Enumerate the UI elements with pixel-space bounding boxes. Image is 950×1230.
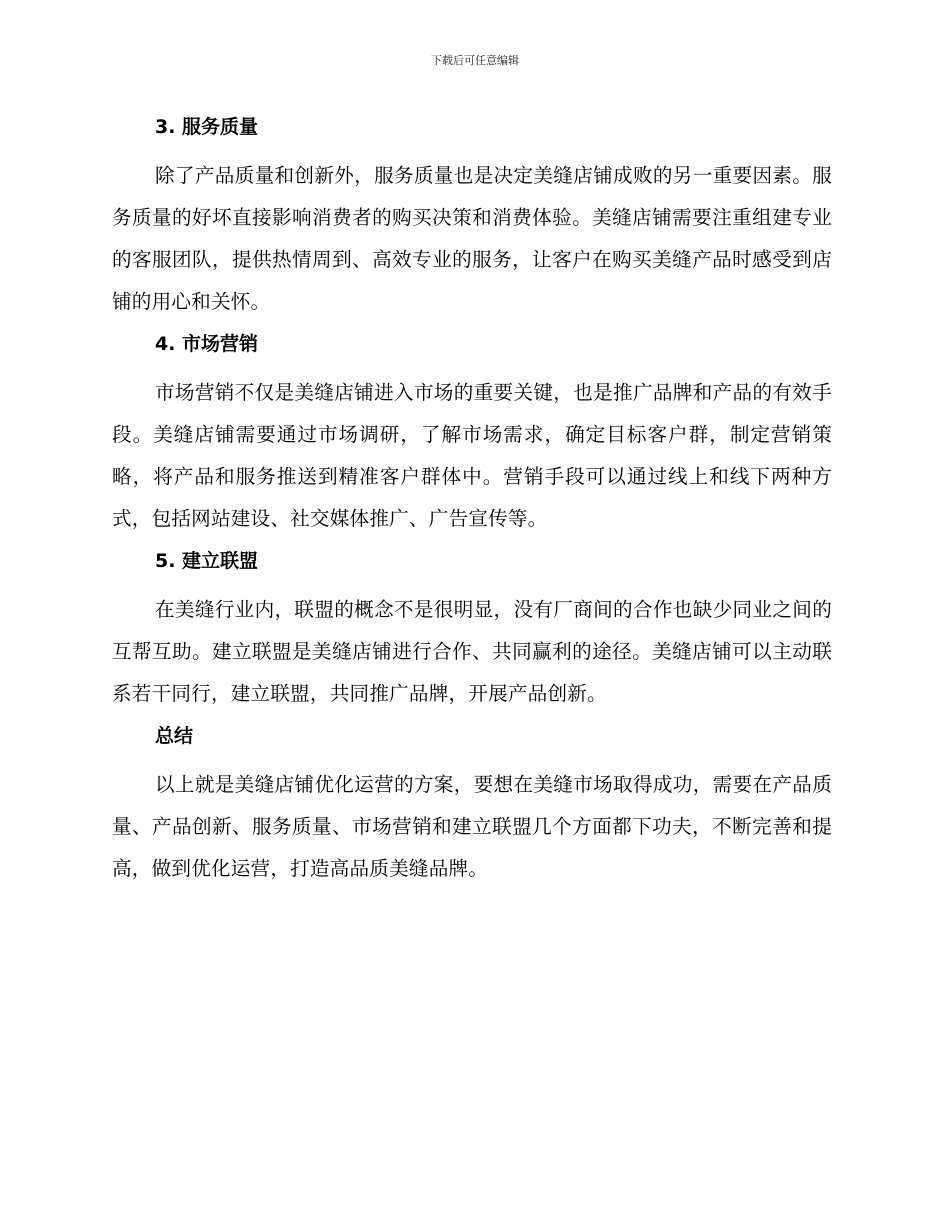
- section-heading: 3. 服务质量: [155, 116, 259, 138]
- section-paragraph: 在美缝行业内，联盟的概念不是很明显，没有厂商间的合作也缺少同业之间的互帮互助。建立联盟是美缝店铺进行合作、共同赢利的途径。美缝店铺可以主动联系若干同行，建立联盟，共同推广品牌，开展产品创新。: [112, 598, 832, 705]
- section-paragraph: 以上就是美缝店铺优化运营的方案，要想在美缝市场取得成功，需要在产品质量、产品创新、服务质量、市场营销和建立联盟几个方面都下功夫，不断完善和提高，做到优化运营，打造高品质美缝品牌。: [112, 773, 832, 880]
- page-header: 下载后可任意编辑: [431, 54, 519, 67]
- document-body: [112, 110, 832, 894]
- section-service-quality: [112, 110, 832, 323]
- section-paragraph: 市场营销不仅是美缝店铺进入市场的重要关键，也是推广品牌和产品的有效手段。美缝店铺需要通过市场调研，了解市场需求，确定目标客户群，制定营销策略，将产品和服务推送到精准客户群体中。营销手段可以通过线上和线下两种方式，包括网站建设、社交媒体推广、广告宣传等。: [112, 381, 832, 530]
- section-alliance: [112, 544, 832, 715]
- section-heading: 5. 建立联盟: [155, 550, 259, 572]
- section-heading: 4. 市场营销: [155, 333, 259, 355]
- section-marketing: [112, 327, 832, 540]
- section-paragraph: 除了产品质量和创新外，服务质量也是决定美缝店铺成败的另一重要因素。服务质量的好坏直接影响消费者的购买决策和消费体验。美缝店铺需要注重组建专业的客服团队，提供热情周到、高效专业的服务，让客户在购买美缝产品时感受到店铺的用心和关怀。: [112, 164, 832, 313]
- section-summary: [112, 719, 832, 890]
- section-heading: 总结: [155, 725, 194, 747]
